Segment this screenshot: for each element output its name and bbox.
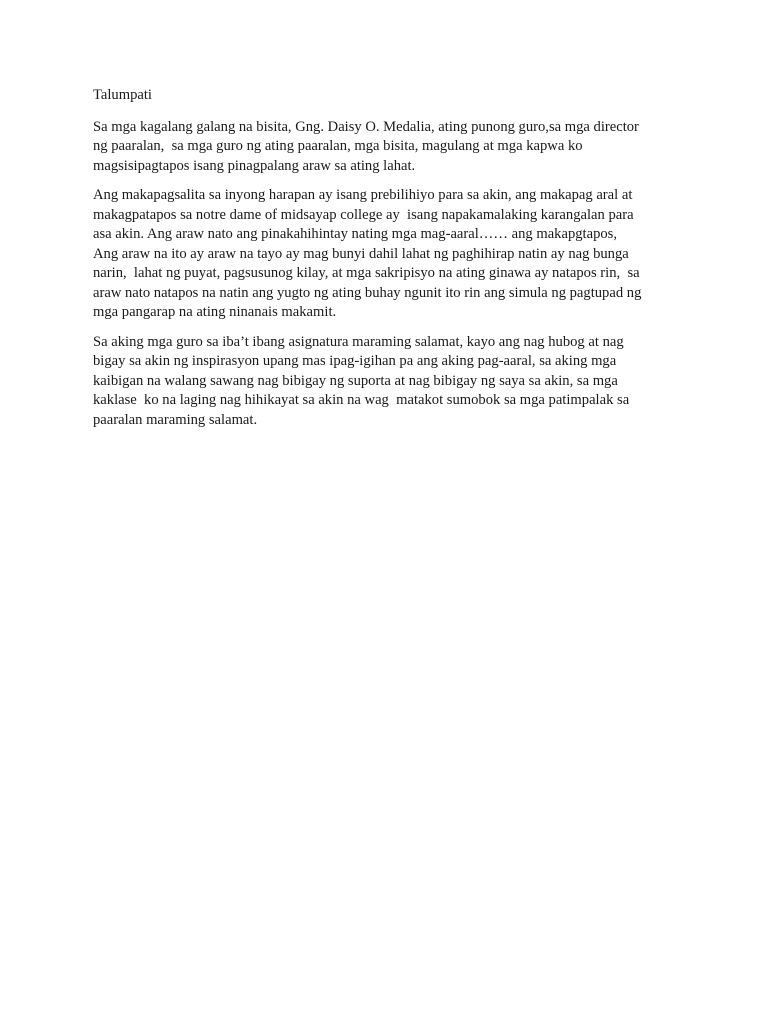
paragraph-line: makagpatapos sa notre dame of midsayap college ay isang napakamalaking karangalan para	[93, 206, 634, 223]
paragraph-line: Ang araw na ito ay araw na tayo ay mag bunyi dahil lahat ng paghihirap natin ay nag bunga	[93, 245, 629, 262]
paragraph-line: bigay sa akin ng inspirasyon upang mas ipag-igihan pa ang aking pag-aaral, sa aking mga	[93, 353, 617, 369]
paragraph-line: Sa aking mga guro sa iba’t ibang asignatura maraming salamat, kayo ang nag hubog at nag	[93, 333, 624, 350]
paragraph-greeting	[93, 118, 683, 177]
paragraph-line: magsisipagtapos isang pinagpalang araw sa ating lahat.	[93, 157, 416, 174]
paragraph-body	[93, 186, 683, 323]
paragraph-line: mga pangarap na ating ninanais makamit.	[93, 304, 337, 320]
paragraph-line: Sa mga kagalang galang na bisita, Gng. Daisy O. Medalia, ating punong guro,sa mga director	[93, 118, 639, 135]
document-title: Talumpati	[93, 87, 152, 103]
paragraph-line: kaibigan na walang sawang nag bibigay ng suporta at nag bibigay ng saya sa akin, sa mga	[93, 372, 618, 389]
paragraph-line: narin, lahat ng puyat, pagsusunog kilay, at mga sakripisyo na ating ginawa ay natapos rin, sa	[93, 265, 640, 281]
paragraph-line: ng paaralan, sa mga guro ng ating paaralan, mga bisita, magulang at mga kapwa ko	[93, 138, 583, 154]
paragraph-line: araw nato natapos na natin ang yugto ng ating buhay ngunit ito rin ang simula ng pagtupad ng	[93, 284, 642, 301]
paragraph-line: Ang makapagsalita sa inyong harapan ay isang prebilihiyo para sa akin, ang makapag aral at	[93, 187, 633, 203]
paragraph-line: asa akin. Ang araw nato ang pinakahihintay nating mga mag-aaral…… ang makapgtapos,	[93, 226, 617, 242]
document-body	[93, 86, 683, 440]
paragraph-thanks	[93, 333, 683, 431]
paragraph-line: kaklase ko na laging nag hihikayat sa akin na wag matakot sumobok sa mga patimpalak sa	[93, 392, 630, 408]
paragraph-line: paaralan maraming salamat.	[93, 411, 258, 428]
